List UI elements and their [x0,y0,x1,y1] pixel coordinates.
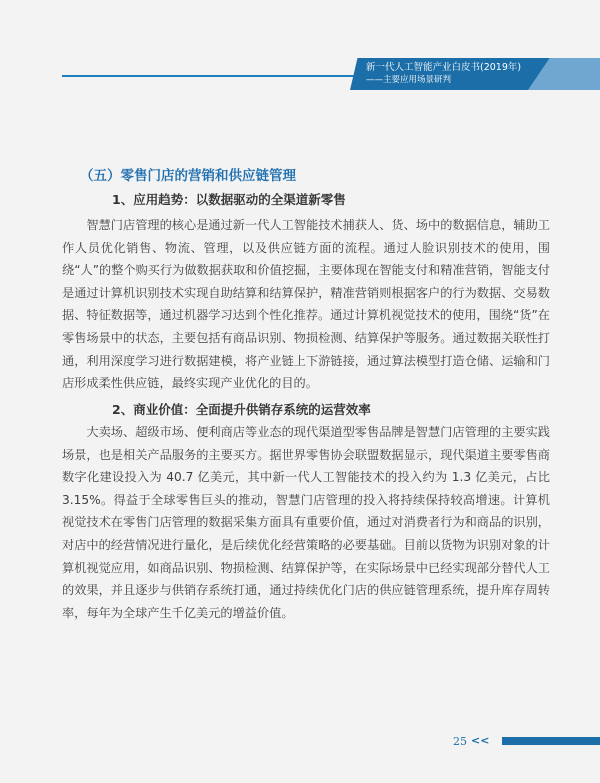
running-header-title: 新一代人工智能产业白皮书(2019年) [366,62,522,73]
header-rule [62,75,392,77]
section-heading: （五）零售门店的营销和供应链管理 [80,168,296,184]
page-number: 25 [453,735,467,748]
paragraph-2: 大卖场、超级市场、便利商店等业态的现代渠道型零售品牌是智慧门店管理的主要实践场景，也是相关产品服务的主要买方。据世界零售协会联盟数据显示，现代渠道主要零售商数字化建设投入为 40.7 亿美元，其中新一代人工智能技术的投入约为 1.3 亿美元，占比3.15%。得益于全球零售巨头的推动，智慧门店管理的投入将持续保持较高增速。计算机视觉技术在零售门店管理的数据采集方面具有重要价值，通过对消费者行为和商品的识别，对店中的经营情况进行量化，是后续优化经营策略的必要基础。目前以货物为识别对象的计算机视觉应用，如商品识别、物损检测、结算保护等，在实际场景中已经实现部分替代人工的效果，并且逐步与供销存系统打通，通过持续优化门店的供应链管理系统，提升库存周转率，每年为全球产生千亿美元的增益价值。 [62,425,550,620]
footer-bar [502,737,600,745]
page-arrows: << [471,734,490,747]
subsection-heading-1: 1、应用趋势：以数据驱动的全渠道新零售 [112,192,346,207]
running-header-subtitle: ——主要应用场景研判 [366,75,452,85]
paragraph-1: 智慧门店管理的核心是通过新一代人工智能技术捕获人、货、场中的数据信息，辅助工作人员优化销售、物流、管理，以及供应链方面的流程。通过人脸识别技术的使用，围绕“人”的整个购买行为做数据获取和价值挖掘，主要体现在智能支付和精准营销，智能支付是通过计算机识别技术实现自助结算和结算保护，精准营销则根据客户的行为数据、交易数据、特征数据等，通过机器学习达到个性化推荐。通过计算机视觉技术的使用，围绕“货”在零售场景中的状态，主要包括有商品识别、物损检测、结算保护等服务。通过数据关联性打通，利用深度学习进行数据建模，将产业链上下游链接，通过算法模型打造仓储、运输和门店形成柔性供应链，最终实现产业优化的目的。 [62,218,550,391]
subsection-heading-2: 2、商业价值：全面提升供销存系统的运营效率 [112,402,371,417]
